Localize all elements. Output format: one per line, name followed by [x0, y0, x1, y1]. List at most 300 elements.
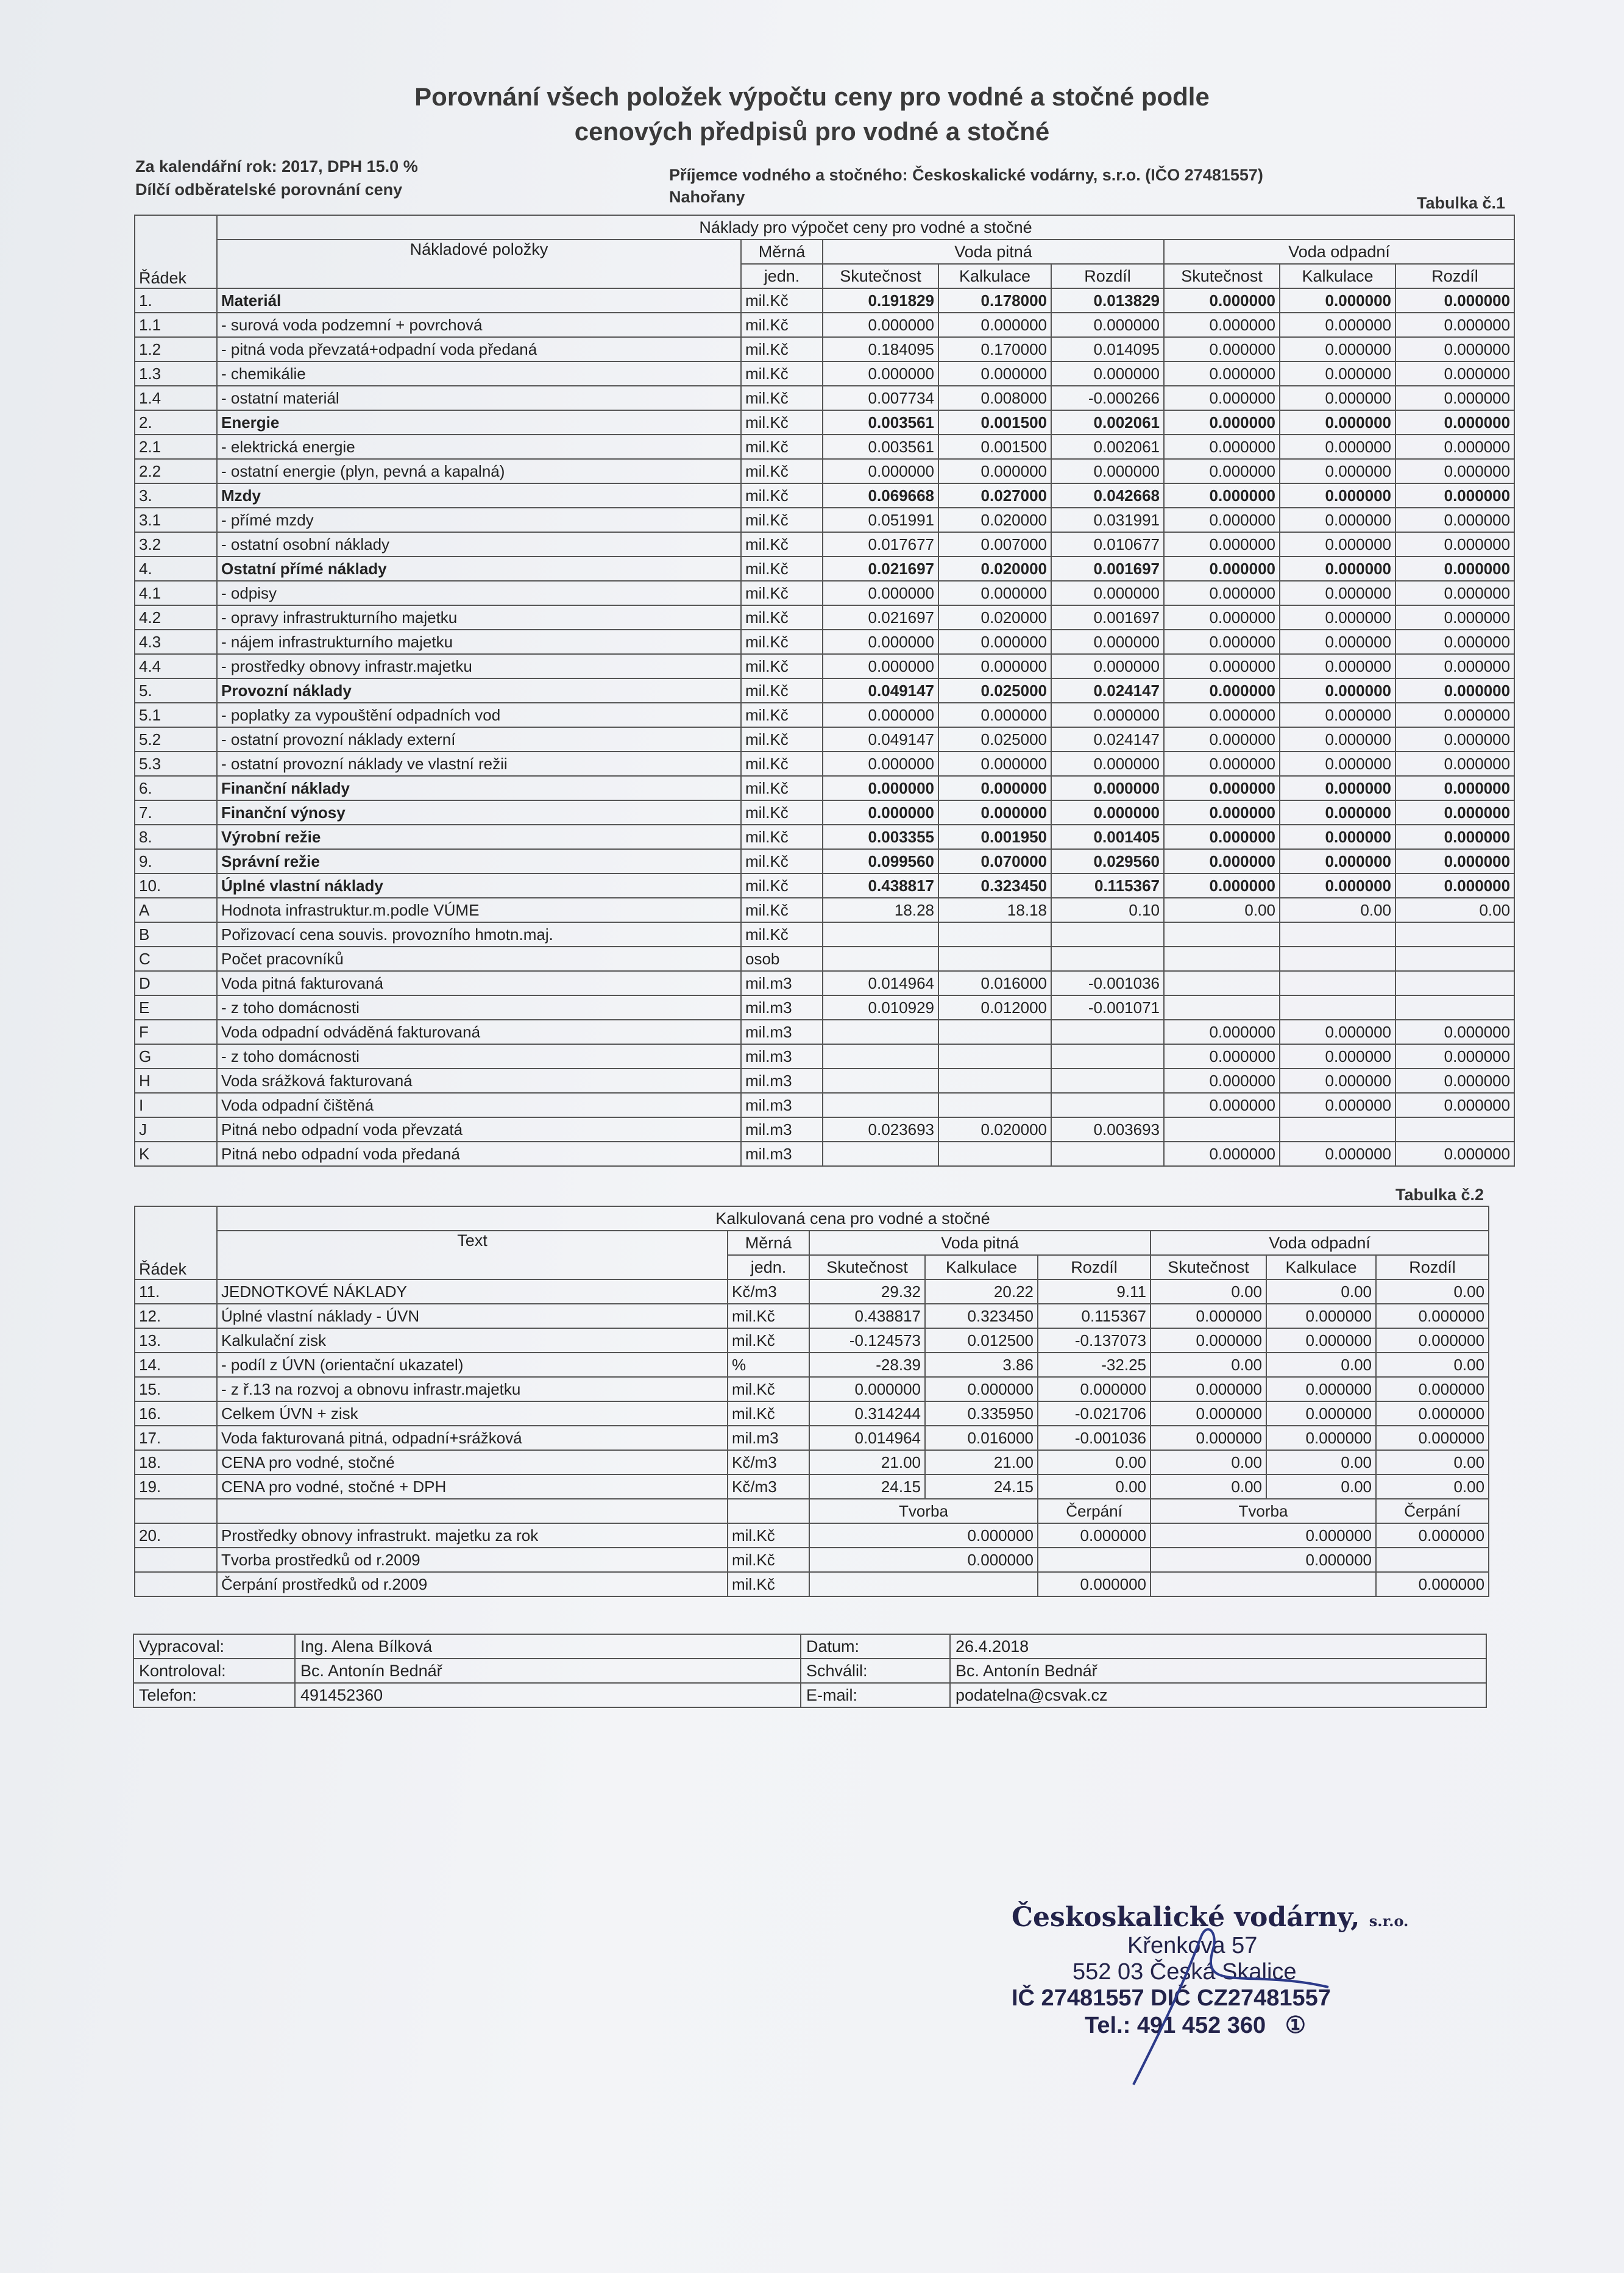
row-value: 0.031991 — [1051, 508, 1164, 532]
row-value: 0.013829 — [1051, 288, 1164, 313]
row-unit: mil.m3 — [741, 1093, 823, 1117]
fund-header: Tvorba — [1151, 1499, 1376, 1523]
row-label: Čerpání prostředků od r.2009 — [217, 1572, 728, 1596]
row-number: 15. — [135, 1377, 217, 1401]
table-row — [135, 288, 1514, 313]
row-value: 0.000000 — [938, 630, 1051, 654]
row-unit: Kč/m3 — [728, 1474, 809, 1499]
row-value: 0.002061 — [1051, 410, 1164, 435]
row-label: Voda fakturovaná pitná, odpadní+srážková — [217, 1426, 728, 1450]
row-value: 0.024147 — [1051, 678, 1164, 703]
row-value: 0.014964 — [823, 971, 938, 995]
row-label: Materiál — [217, 288, 741, 313]
row-value: 0.002061 — [1051, 435, 1164, 459]
row-value: 0.00 — [1038, 1474, 1151, 1499]
row-value: 0.000000 — [1164, 361, 1280, 386]
row-value: 18.18 — [938, 898, 1051, 922]
row-value: 0.000000 — [823, 800, 938, 825]
header-unit-line2: jedn. — [728, 1255, 809, 1279]
row-value: 21.00 — [925, 1450, 1038, 1474]
header-voda-pitna: Voda pitná — [809, 1231, 1151, 1255]
row-value: 0.001500 — [938, 410, 1051, 435]
row-value: 0.000000 — [1164, 337, 1280, 361]
row-number: 3.2 — [135, 532, 217, 557]
fund-value: 0.000000 — [1151, 1548, 1376, 1572]
row-value: 0.000000 — [1280, 557, 1395, 581]
vypracoval-label: Vypracoval: — [133, 1634, 295, 1659]
row-value: 0.000000 — [1151, 1401, 1266, 1426]
table-row — [135, 1069, 1514, 1093]
row-value: -28.39 — [809, 1353, 925, 1377]
table-row — [135, 1044, 1514, 1069]
row-value: 0.000000 — [1051, 703, 1164, 727]
row-value: 0.000000 — [1151, 1426, 1266, 1450]
document-title-line2: cenových předpisů pro vodné a stočné — [574, 117, 1050, 146]
row-value: 0.000000 — [1164, 654, 1280, 678]
row-value: 0.00 — [1164, 898, 1280, 922]
row-label: CENA pro vodné, stočné + DPH — [217, 1474, 728, 1499]
row-value: 0.000000 — [1164, 873, 1280, 898]
row-label: Počet pracovníků — [217, 947, 741, 971]
row-value: 0.00 — [1038, 1450, 1151, 1474]
row-unit: mil.m3 — [741, 1069, 823, 1093]
row-unit: mil.Kč — [741, 313, 823, 337]
row-value: 0.000000 — [823, 361, 938, 386]
row-unit: mil.Kč — [741, 288, 823, 313]
table-row — [135, 703, 1514, 727]
row-value: 0.000000 — [1280, 678, 1395, 703]
empty-cell — [217, 1499, 728, 1523]
row-value: 0.000000 — [1164, 459, 1280, 483]
row-label: - surová voda podzemní + povrchová — [217, 313, 741, 337]
table-row — [135, 508, 1514, 532]
row-value: 0.000000 — [1395, 410, 1514, 435]
table-row — [135, 435, 1514, 459]
row-unit: mil.Kč — [741, 849, 823, 873]
row-value — [823, 1044, 938, 1069]
table-row — [135, 361, 1514, 386]
row-number: 11. — [135, 1279, 217, 1304]
row-value — [1280, 1117, 1395, 1142]
row-value: 0.000000 — [938, 776, 1051, 800]
row-unit: mil.Kč — [741, 898, 823, 922]
row-label: Prostředky obnovy infrastrukt. majetku za rok — [217, 1523, 728, 1548]
row-value: 0.00 — [1151, 1450, 1266, 1474]
table-row — [135, 337, 1514, 361]
row-unit: osob — [741, 947, 823, 971]
row-value: 0.191829 — [823, 288, 938, 313]
row-value: 0.000000 — [1280, 581, 1395, 605]
header-text: Text — [217, 1231, 728, 1279]
row-label: Provozní náklady — [217, 678, 741, 703]
header-voda-pitna: Voda pitná — [823, 240, 1164, 264]
row-value: 0.007734 — [823, 386, 938, 410]
row-value — [938, 922, 1051, 947]
row-value: 0.000000 — [1395, 361, 1514, 386]
row-value: 0.000000 — [1280, 630, 1395, 654]
row-value: 0.000000 — [1395, 849, 1514, 873]
row-value: 0.069668 — [823, 483, 938, 508]
row-value: 0.020000 — [938, 508, 1051, 532]
table-row — [135, 995, 1514, 1020]
row-value — [1280, 995, 1395, 1020]
row-value: 0.000000 — [1038, 1377, 1151, 1401]
row-value: 0.000000 — [1280, 1044, 1395, 1069]
header-unit-line1: Měrná — [728, 1231, 809, 1255]
row-value — [938, 1044, 1051, 1069]
row-value: 0.000000 — [1164, 825, 1280, 849]
calculated-price-table — [134, 1206, 1489, 1597]
fund-value: 0.000000 — [1038, 1523, 1151, 1548]
row-value: 0.000000 — [1395, 581, 1514, 605]
row-value: 0.00 — [1151, 1474, 1266, 1499]
row-value: 0.000000 — [1164, 1069, 1280, 1093]
row-label: - ostatní materiál — [217, 386, 741, 410]
row-label: Pitná nebo odpadní voda předaná — [217, 1142, 741, 1166]
row-value: 3.86 — [925, 1353, 1038, 1377]
row-unit: mil.Kč — [741, 654, 823, 678]
row-number: 17. — [135, 1426, 217, 1450]
row-value — [1051, 947, 1164, 971]
row-value: 0.000000 — [1164, 1093, 1280, 1117]
row-value: 0.170000 — [938, 337, 1051, 361]
subheader-0: Skutečnost — [809, 1255, 925, 1279]
row-unit: mil.Kč — [741, 630, 823, 654]
row-value: 0.000000 — [1164, 288, 1280, 313]
table1-label: Tabulka č.1 — [1417, 194, 1506, 212]
row-value: 20.22 — [925, 1279, 1038, 1304]
row-value: 0.007000 — [938, 532, 1051, 557]
row-value: 0.000000 — [1164, 581, 1280, 605]
row-value: 0.000000 — [1266, 1377, 1376, 1401]
row-value — [1395, 922, 1514, 947]
row-label: Ostatní přímé náklady — [217, 557, 741, 581]
row-value: 0.00 — [1280, 898, 1395, 922]
row-value: 0.000000 — [1280, 410, 1395, 435]
signature-table — [133, 1634, 1487, 1708]
row-value: 0.000000 — [1164, 727, 1280, 752]
subheader-2: Rozdíl — [1051, 264, 1164, 288]
table-row — [135, 898, 1514, 922]
row-number: 4.2 — [135, 605, 217, 630]
row-number: 12. — [135, 1304, 217, 1328]
row-value: 0.335950 — [925, 1401, 1038, 1426]
row-number: 19. — [135, 1474, 217, 1499]
table-row — [135, 800, 1514, 825]
row-value: 0.000000 — [1395, 1044, 1514, 1069]
row-value: 0.000000 — [823, 776, 938, 800]
table-row — [135, 971, 1514, 995]
row-value: 0.314244 — [809, 1401, 925, 1426]
row-label: Pitná nebo odpadní voda převzatá — [217, 1117, 741, 1142]
row-value: 0.000000 — [1395, 752, 1514, 776]
row-value: 0.000000 — [938, 313, 1051, 337]
row-value: 0.000000 — [938, 581, 1051, 605]
row-value: 0.323450 — [925, 1304, 1038, 1328]
row-value — [1051, 922, 1164, 947]
fund-header: Čerpání — [1376, 1499, 1489, 1523]
row-value: 24.15 — [925, 1474, 1038, 1499]
row-unit: mil.Kč — [741, 483, 823, 508]
row-value: 0.000000 — [1280, 459, 1395, 483]
row-value — [938, 947, 1051, 971]
row-number: 5.3 — [135, 752, 217, 776]
row-value: 0.000000 — [1164, 703, 1280, 727]
telefon-value: 491452360 — [295, 1683, 801, 1707]
email-value: podatelna@csvak.cz — [950, 1683, 1486, 1707]
row-value — [1395, 947, 1514, 971]
document-title-line1: Porovnání všech položek výpočtu ceny pro vodné a stočné podle — [414, 82, 1210, 111]
row-value: 0.000000 — [823, 313, 938, 337]
table-row — [135, 386, 1514, 410]
header-unit-line1: Měrná — [741, 240, 823, 264]
row-value: 0.000000 — [1164, 313, 1280, 337]
datum-value: 26.4.2018 — [950, 1634, 1486, 1659]
row-value: 0.000000 — [1280, 532, 1395, 557]
row-value: 0.000000 — [1151, 1304, 1266, 1328]
header-unit-line2: jedn. — [741, 264, 823, 288]
row-unit: mil.Kč — [741, 386, 823, 410]
row-unit: Kč/m3 — [728, 1279, 809, 1304]
row-value: 0.070000 — [938, 849, 1051, 873]
row-value: 0.00 — [1151, 1279, 1266, 1304]
table-row — [135, 1474, 1489, 1499]
row-unit: mil.Kč — [741, 703, 823, 727]
row-value: 0.00 — [1266, 1450, 1376, 1474]
row-value: 0.029560 — [1051, 849, 1164, 873]
row-value: 0.000000 — [1395, 337, 1514, 361]
row-value: 0.000000 — [1151, 1328, 1266, 1353]
row-value: 0.023693 — [823, 1117, 938, 1142]
row-value: 0.000000 — [1164, 532, 1280, 557]
row-number: 4.4 — [135, 654, 217, 678]
row-value: 0.000000 — [1280, 1069, 1395, 1093]
row-value: 0.00 — [1376, 1353, 1489, 1377]
stamp-street: Křenkova 57 — [1127, 1933, 1258, 1958]
row-value: 0.000000 — [1376, 1328, 1489, 1353]
row-value — [823, 1020, 938, 1044]
row-value: 0.000000 — [1280, 605, 1395, 630]
row-value: 0.000000 — [1164, 752, 1280, 776]
row-value: 0.178000 — [938, 288, 1051, 313]
row-label: JEDNOTKOVÉ NÁKLADY — [217, 1279, 728, 1304]
row-value: 0.00 — [1376, 1450, 1489, 1474]
row-value: 0.008000 — [938, 386, 1051, 410]
row-value: 0.000000 — [938, 654, 1051, 678]
row-unit: mil.Kč — [741, 361, 823, 386]
row-unit: mil.Kč — [741, 678, 823, 703]
row-value: 0.014095 — [1051, 337, 1164, 361]
row-value: 0.025000 — [938, 727, 1051, 752]
row-unit: mil.Kč — [741, 581, 823, 605]
header-voda-odpadni: Voda odpadní — [1151, 1231, 1489, 1255]
row-value: 0.016000 — [938, 971, 1051, 995]
row-value — [823, 1093, 938, 1117]
row-number: 4.3 — [135, 630, 217, 654]
row-value: 0.323450 — [938, 873, 1051, 898]
subheader-1: Kalkulace — [925, 1255, 1038, 1279]
fund-value: 0.000000 — [809, 1548, 1038, 1572]
row-value — [823, 947, 938, 971]
table-row — [135, 313, 1514, 337]
place-name: Nahořany — [669, 188, 745, 206]
row-label: Úplné vlastní náklady — [217, 873, 741, 898]
row-value: 0.021697 — [823, 605, 938, 630]
row-label: Energie — [217, 410, 741, 435]
row-value: 0.000000 — [1395, 605, 1514, 630]
table-row — [135, 557, 1514, 581]
empty-cell — [135, 1499, 217, 1523]
row-value — [1051, 1093, 1164, 1117]
row-value: -0.001036 — [1038, 1426, 1151, 1450]
row-value — [1395, 1117, 1514, 1142]
row-number: 10. — [135, 873, 217, 898]
row-value: 0.000000 — [1280, 361, 1395, 386]
row-value: 0.000000 — [1395, 825, 1514, 849]
row-number: 9. — [135, 849, 217, 873]
row-number — [135, 1548, 217, 1572]
row-value: 0.000000 — [1280, 825, 1395, 849]
row-unit: mil.Kč — [728, 1401, 809, 1426]
row-number: 1.3 — [135, 361, 217, 386]
row-value: 0.024147 — [1051, 727, 1164, 752]
row-value: 0.099560 — [823, 849, 938, 873]
row-value — [938, 1020, 1051, 1044]
row-unit: mil.Kč — [728, 1304, 809, 1328]
row-unit: mil.Kč — [728, 1523, 809, 1548]
fund-value: 0.000000 — [1038, 1572, 1151, 1596]
row-label: Kalkulační zisk — [217, 1328, 728, 1353]
row-value — [1051, 1020, 1164, 1044]
row-value: 0.000000 — [1280, 849, 1395, 873]
row-value: 0.000000 — [1051, 581, 1164, 605]
header-calculated-price: Kalkulovaná cena pro vodné a stočné — [217, 1206, 1489, 1231]
row-value: 0.000000 — [1280, 800, 1395, 825]
table-row — [135, 1377, 1489, 1401]
row-label: Finanční výnosy — [217, 800, 741, 825]
row-unit: % — [728, 1353, 809, 1377]
fund-row — [135, 1572, 1489, 1596]
row-number: C — [135, 947, 217, 971]
row-value: 0.000000 — [1280, 776, 1395, 800]
row-value: 18.28 — [823, 898, 938, 922]
row-unit: mil.m3 — [741, 1044, 823, 1069]
row-unit: mil.Kč — [741, 800, 823, 825]
row-unit: mil.Kč — [741, 337, 823, 361]
table-row — [135, 873, 1514, 898]
row-value: 21.00 — [809, 1450, 925, 1474]
row-value: 0.000000 — [938, 459, 1051, 483]
table-row — [135, 1401, 1489, 1426]
row-value: 0.000000 — [1280, 727, 1395, 752]
row-value: 0.012000 — [938, 995, 1051, 1020]
row-value: 0.000000 — [1395, 483, 1514, 508]
row-number: K — [135, 1142, 217, 1166]
fund-value: 0.000000 — [809, 1523, 1038, 1548]
row-label: Správní režie — [217, 849, 741, 873]
subheader-5: Rozdíl — [1395, 264, 1514, 288]
row-unit: mil.Kč — [741, 508, 823, 532]
row-label: - z toho domácnosti — [217, 995, 741, 1020]
row-unit: mil.Kč — [741, 435, 823, 459]
stamp-phone: Tel.: 491 452 360 — [1085, 2013, 1266, 2038]
row-number: 1.4 — [135, 386, 217, 410]
fund-value — [1151, 1572, 1376, 1596]
row-value: 0.003561 — [823, 435, 938, 459]
row-unit: mil.Kč — [741, 776, 823, 800]
row-value: 0.184095 — [823, 337, 938, 361]
row-unit: mil.Kč — [741, 752, 823, 776]
row-label: Výrobní režie — [217, 825, 741, 849]
row-label: - poplatky za vypouštění odpadních vod — [217, 703, 741, 727]
row-value — [1280, 971, 1395, 995]
schvalil-value: Bc. Antonín Bednář — [950, 1659, 1486, 1683]
row-value: 0.021697 — [823, 557, 938, 581]
row-value: 29.32 — [809, 1279, 925, 1304]
row-label: Finanční náklady — [217, 776, 741, 800]
row-number: 20. — [135, 1523, 217, 1548]
comparison-subtitle: Dílčí odběratelské porovnání ceny — [135, 180, 403, 199]
stamp-city: 552 03 Česká Skalice — [1073, 1959, 1297, 1985]
row-value: 0.115367 — [1051, 873, 1164, 898]
row-value: 0.00 — [1376, 1474, 1489, 1499]
stamp-company-suffix: s.r.o. — [1369, 1912, 1409, 1930]
datum-label: Datum: — [801, 1634, 950, 1659]
row-label: Tvorba prostředků od r.2009 — [217, 1548, 728, 1572]
row-number: 1. — [135, 288, 217, 313]
row-number: H — [135, 1069, 217, 1093]
row-number: 13. — [135, 1328, 217, 1353]
kontroloval-label: Kontroloval: — [133, 1659, 295, 1683]
row-value: 0.000000 — [1164, 849, 1280, 873]
row-value — [1280, 922, 1395, 947]
row-value: 0.000000 — [1266, 1426, 1376, 1450]
row-value: 0.000000 — [1376, 1426, 1489, 1450]
kontroloval-value: Bc. Antonín Bednář — [295, 1659, 801, 1683]
row-value: 0.000000 — [1164, 630, 1280, 654]
row-value: 0.000000 — [1164, 1142, 1280, 1166]
table-row — [135, 1142, 1514, 1166]
row-value: 0.000000 — [1395, 703, 1514, 727]
row-value — [938, 1069, 1051, 1093]
table-row — [135, 922, 1514, 947]
row-label: - přímé mzdy — [217, 508, 741, 532]
row-value: 0.000000 — [1395, 288, 1514, 313]
row-number: 2.2 — [135, 459, 217, 483]
fund-row — [135, 1523, 1489, 1548]
row-unit: mil.Kč — [741, 922, 823, 947]
row-value: 0.010929 — [823, 995, 938, 1020]
fund-value — [1038, 1548, 1151, 1572]
row-label: - elektrická energie — [217, 435, 741, 459]
row-value — [1164, 971, 1280, 995]
row-number: 1.2 — [135, 337, 217, 361]
row-value: 0.000000 — [1395, 532, 1514, 557]
table-row — [135, 947, 1514, 971]
row-value: 0.001697 — [1051, 557, 1164, 581]
row-value: 0.000000 — [1164, 410, 1280, 435]
row-label: - ostatní osobní náklady — [217, 532, 741, 557]
row-value: 0.000000 — [938, 703, 1051, 727]
row-label: - podíl z ÚVN (orientační ukazatel) — [217, 1353, 728, 1377]
row-value: 0.000000 — [925, 1377, 1038, 1401]
table-row — [135, 1020, 1514, 1044]
row-value: 0.000000 — [823, 630, 938, 654]
cost-items-table — [134, 215, 1515, 1167]
row-value — [1280, 947, 1395, 971]
row-unit: mil.Kč — [741, 410, 823, 435]
row-value: 0.049147 — [823, 727, 938, 752]
